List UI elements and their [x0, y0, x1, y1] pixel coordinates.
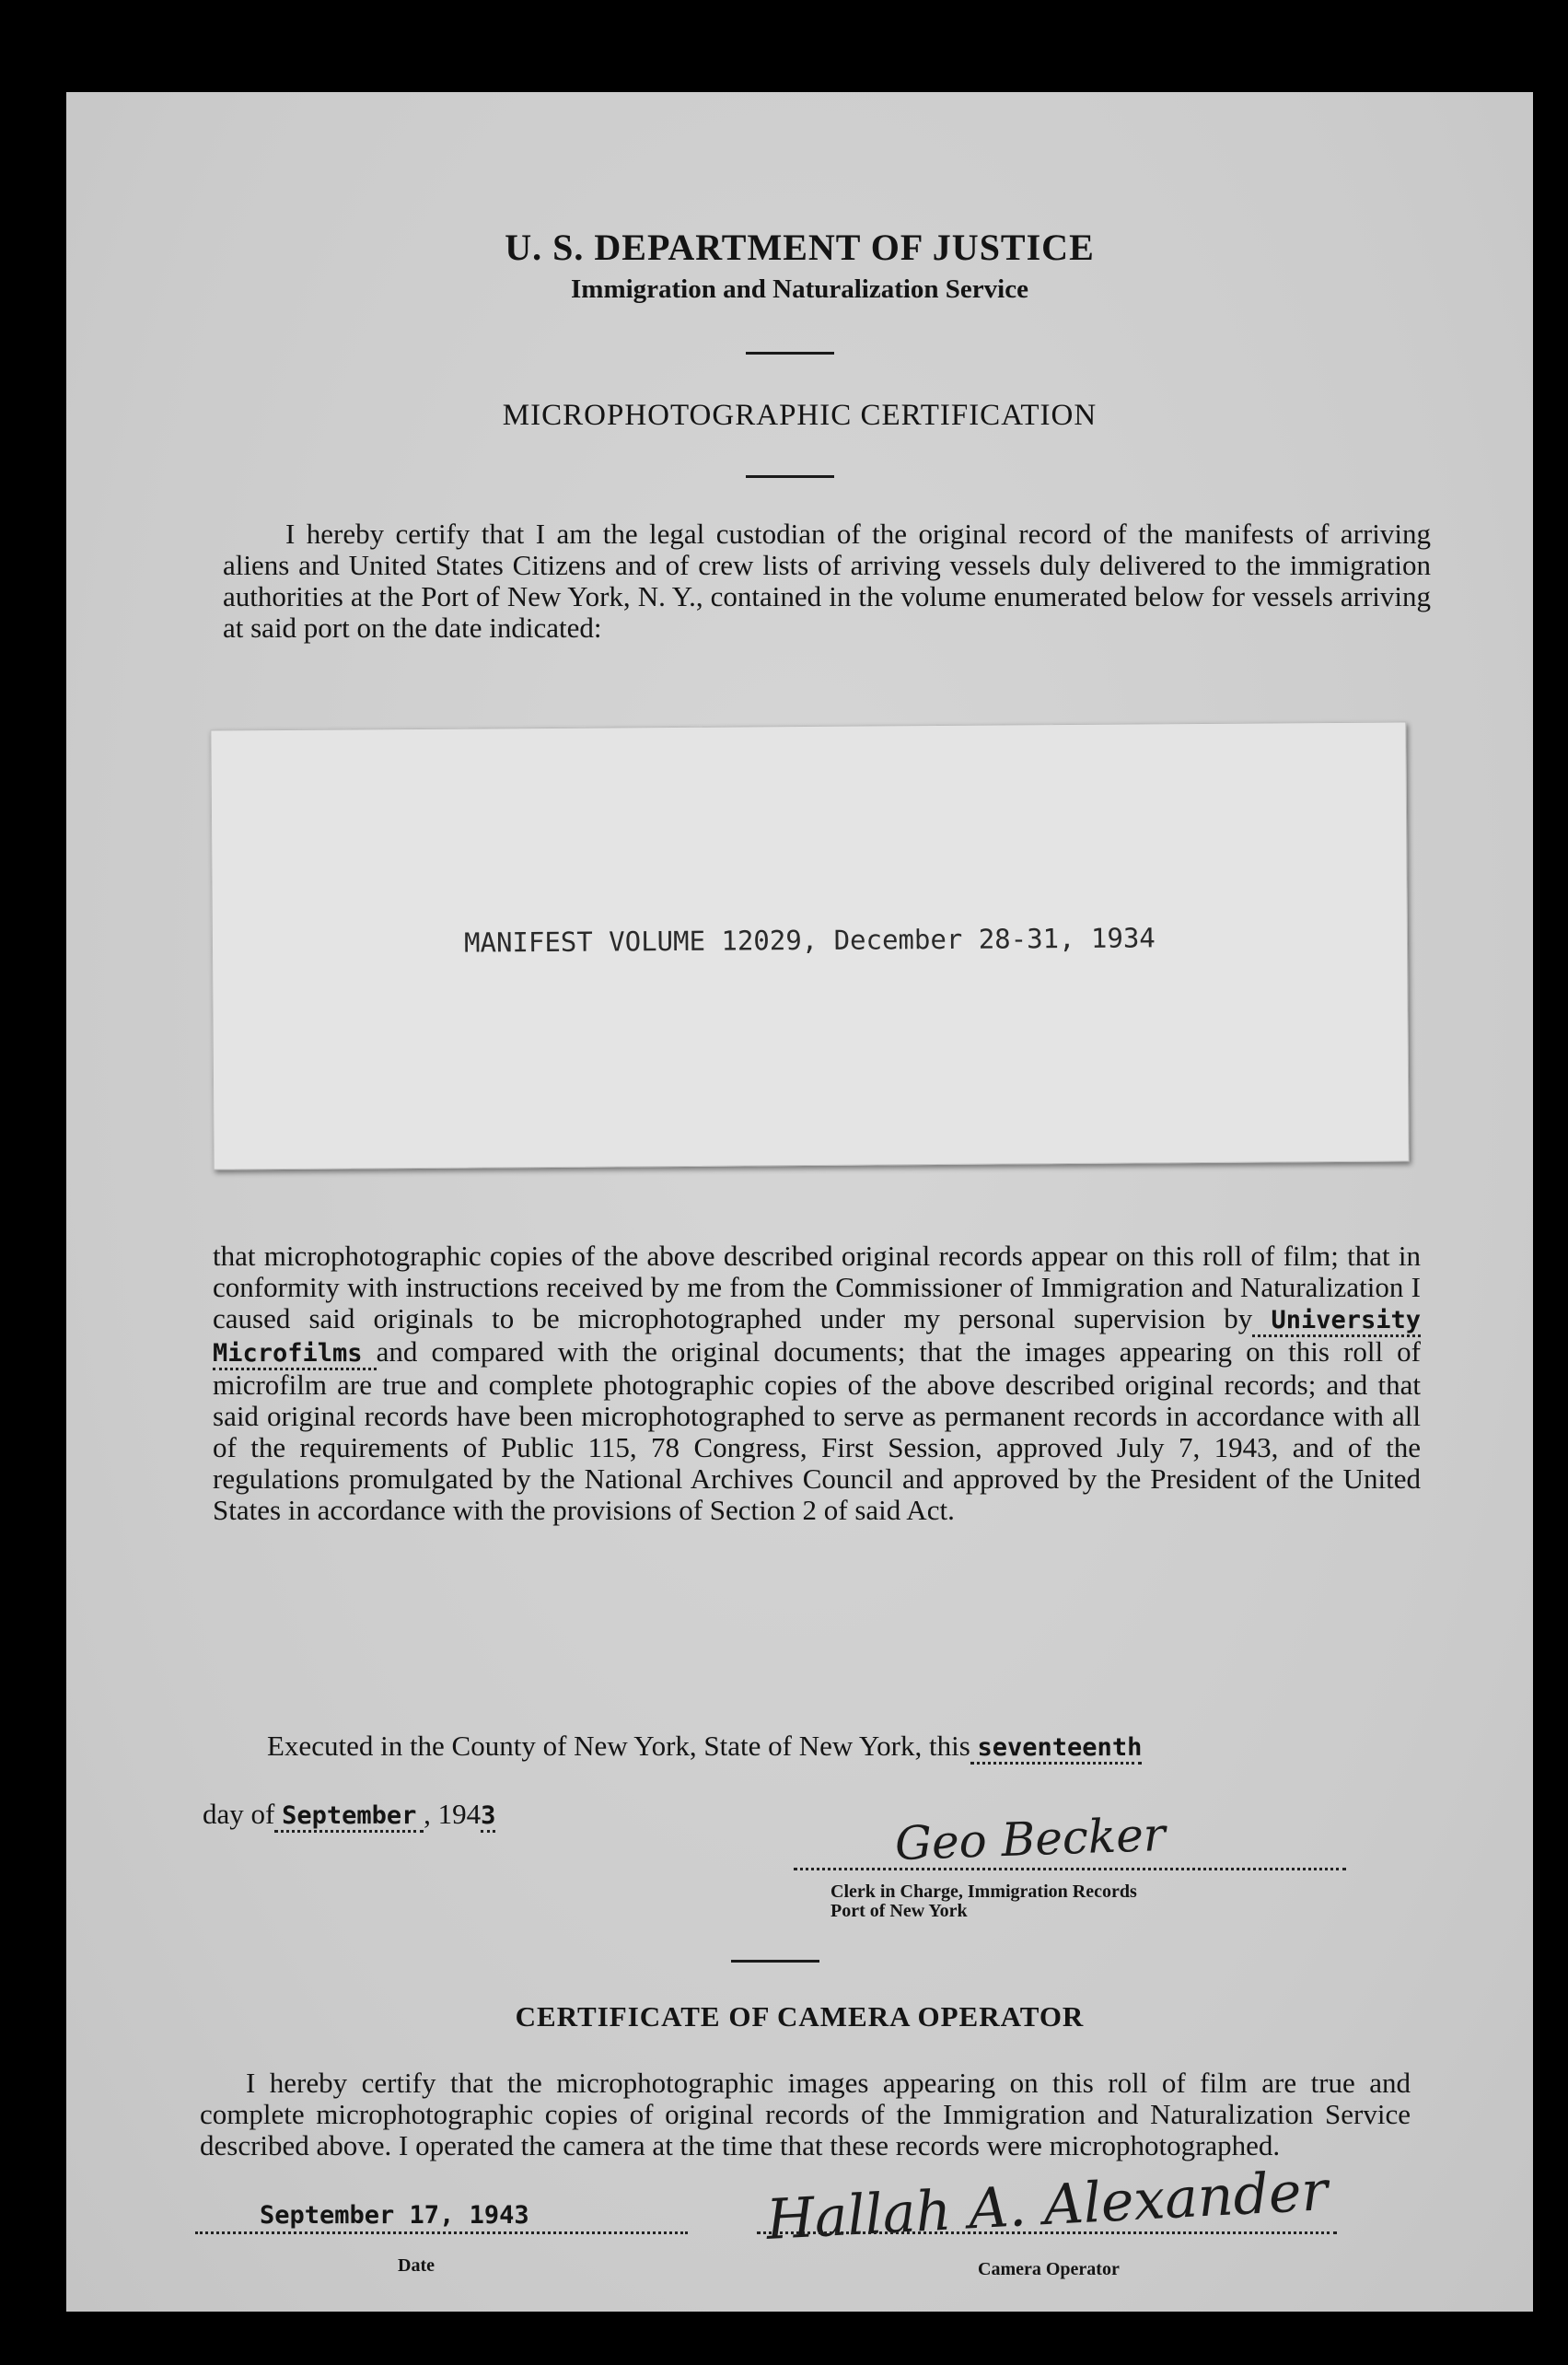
operator-label: Camera Operator — [978, 2259, 1120, 2279]
year-digit: 3 — [481, 1801, 496, 1830]
divider-top — [746, 352, 834, 355]
service-subtitle: Immigration and Naturalization Service — [571, 274, 1028, 304]
clerk-title — [830, 1882, 1137, 1921]
divider-third — [731, 1960, 819, 1963]
clerk-signature-line — [794, 1868, 1346, 1870]
camera-certificate-title: CERTIFICATE OF CAMERA OPERATOR — [515, 2000, 1085, 2033]
operator-signature-line — [757, 2231, 1337, 2234]
clerk-signature: Geo Becker — [894, 1807, 1167, 1871]
certificate-page — [66, 92, 1533, 2312]
divider-second — [746, 475, 834, 478]
certification-body — [213, 1241, 1421, 1526]
intro-paragraph — [223, 518, 1431, 644]
day-of-label: day of — [203, 1798, 275, 1830]
body-part-two: and compared with the original documents; that the images appearing on this roll of microfilm are true and complete photographic copies of the above described original records; and that said original records have been microphotographed to serve as permanent records in accordance with all of the requirements of Public 115, 78 Congress, First Session, approved July 7, 1943, and of the regulations promulgated by the National Archives Council and approved by the President of the United States in accordance with the provisions of Section 2 of said Act. — [213, 1335, 1421, 1526]
microfilm-company: University Microfilms — [213, 1306, 1421, 1368]
clerk-title-line2: Port of New York — [830, 1901, 968, 1921]
certificate-date: September 17, 1943 — [260, 2201, 529, 2230]
body-part-one: that microphotographic copies of the above described original records appear on this roll of film; that in conformity with instructions received by me from the Commissioner of Immigration and Naturalization I caused said originals to be microphotographed under my personal supervision by — [213, 1240, 1421, 1334]
certification-heading: MICROPHOTOGRAPHIC CERTIFICATION — [502, 399, 1098, 432]
department-title: U. S. DEPARTMENT OF JUSTICE — [505, 227, 1095, 268]
camera-certificate-body: I hereby certify that the microphotographic images appearing on this roll of film are true and complete microphotographic copies of original records of the Immigration and Naturalization Service described above. I operated the camera at the time that these records were microphotographed. — [200, 2067, 1411, 2161]
camera-certificate-text — [200, 2068, 1411, 2161]
execution-prefix: Executed in the County of New York, State of New York, this — [267, 1730, 970, 1762]
execution-line — [267, 1730, 1142, 1763]
execution-day: seventeenth — [977, 1733, 1143, 1762]
intro-text: I hereby certify that I am the legal custodian of the original record of the manifests of arriving aliens and United States Citizens and of crew lists of arriving vessels duly delivered to the immigration authorities at the Port of New York, N. Y., contained in the volume enumerated below for vessels arriving at said port on the date indicated: — [223, 518, 1431, 644]
execution-date-line — [203, 1798, 495, 1831]
manifest-volume-label: MANIFEST VOLUME 12029, December 28-31, 1934 — [463, 922, 1156, 959]
year-prefix: , 194 — [424, 1798, 482, 1830]
date-label: Date — [398, 2255, 435, 2276]
clerk-title-line1: Clerk in Charge, Immigration Records — [830, 1882, 1137, 1902]
date-line — [195, 2231, 688, 2234]
manifest-slip — [210, 721, 1409, 1170]
execution-month: September — [282, 1801, 417, 1830]
operator-signature: Hallah A. Alexander — [764, 2159, 1330, 2253]
